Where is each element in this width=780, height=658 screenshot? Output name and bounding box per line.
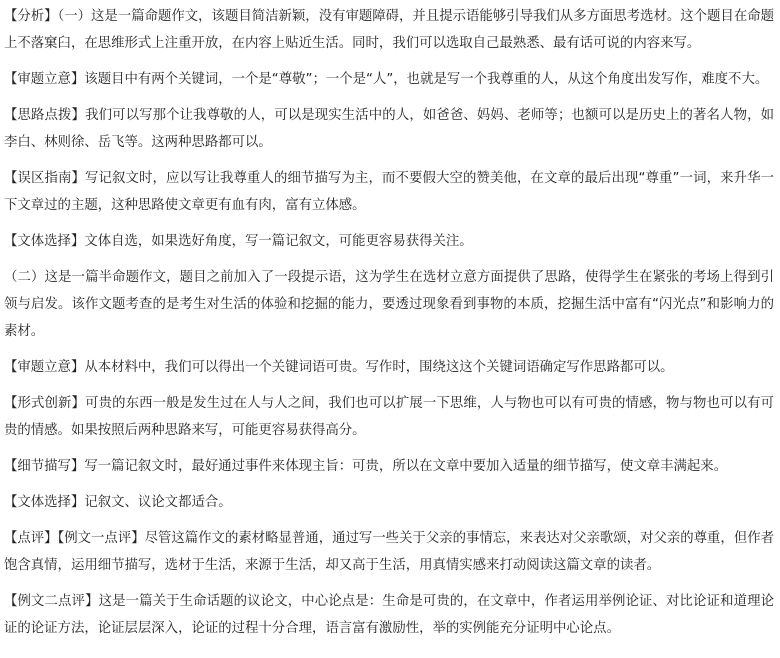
detail-description-paragraph: 【细节描写】写一篇记叙文时，最好通过事件来体现主旨：可贵，所以在文章中要加入适量的细节描写，使文章丰满起来。 <box>4 459 728 474</box>
genre-choice-paragraph: 【文体选择】文体自选，如果选好角度，写一篇记叙文，可能更容易获得关注。 <box>4 234 473 249</box>
form-innovation-paragraph: 【形式创新】可贵的东西一般是发生过在人与人之间，我们也可以扩展一下思维，人与物也可以有可贵的情感，物与物也可以有可贵的情感。如果按照后两种思路来写，可能更容易获得高分。 <box>4 396 774 438</box>
genre-choice-paragraph-2: 【文体选择】记叙文、议论文都适合。 <box>4 495 232 510</box>
analysis-paragraph: 【分析】（一）这是一篇命题作文，该题目简洁新颖，没有审题障碍，并且提示语能够引导我们从多方面思考选材。这个题目在命题上不落窠臼，在思维形式上注重开放，在内容上贴近生活。同时，我们可以选取自己最熟悉、最有话可说的内容来写。 <box>4 9 774 51</box>
topic-intent-paragraph: 【审题立意】该题目中有两个关键词，一个是“尊敬”；一个是“人”，也就是写一个我尊重的人，从这个角度出发写作，难度不大。 <box>4 72 769 87</box>
pitfall-guide-paragraph: 【误区指南】写记叙文时，应以写让我尊重人的细节描写为主，而不要假大空的赞美他，在文章的最后出现“尊重”一词，来升华一下文章过的主题，这种思路使文章更有血有肉，富有立体感。 <box>4 171 774 213</box>
idea-guidance-paragraph: 【思路点拨】我们可以写那个让我尊敬的人，可以是现实生活中的人，如爸爸、妈妈、老师等；也额可以是历史上的著名人物，如李白、林则徐、岳飞等。这两种思路都可以。 <box>4 108 774 150</box>
topic-intent-paragraph-2: 【审题立意】从本材料中，我们可以得出一个关键词语可贵。写作时，围绕这这个关键词语确定写作思路都可以。 <box>4 360 674 375</box>
comment-example-two-paragraph: 【例文二点评】这是一篇关于生命话题的议论文，中心论点是：生命是可贵的，在文章中，作者运用举例论证、对比论证和道理论证的论证方法，论证层层深入，论证的过程十分合理，语言富有激励性，举的实例能充分证明中心论点。 <box>4 594 774 636</box>
comment-example-one-paragraph: 【点评】【例文一点评】尽管这篇作文的素材略显普通，通过写一些关于父亲的事情忘，来表达对父亲歌颂，对父亲的尊重，但作者饱含真情，运用细节描写，选材于生活，来源于生活，却又高于生活，用真情实感来打动阅读这篇文章的读者。 <box>4 531 774 573</box>
part-two-paragraph: （二）这是一篇半命题作文，题目之前加入了一段提示语，这为学生在选材立意方面提供了思路，使得学生在紧张的考场上得到引领与启发。该作文题考查的是考生对生活的体验和挖掘的能力，要透过现象看到事物的本质，挖掘生活中富有“闪光点”和影响力的素材。 <box>4 270 774 339</box>
